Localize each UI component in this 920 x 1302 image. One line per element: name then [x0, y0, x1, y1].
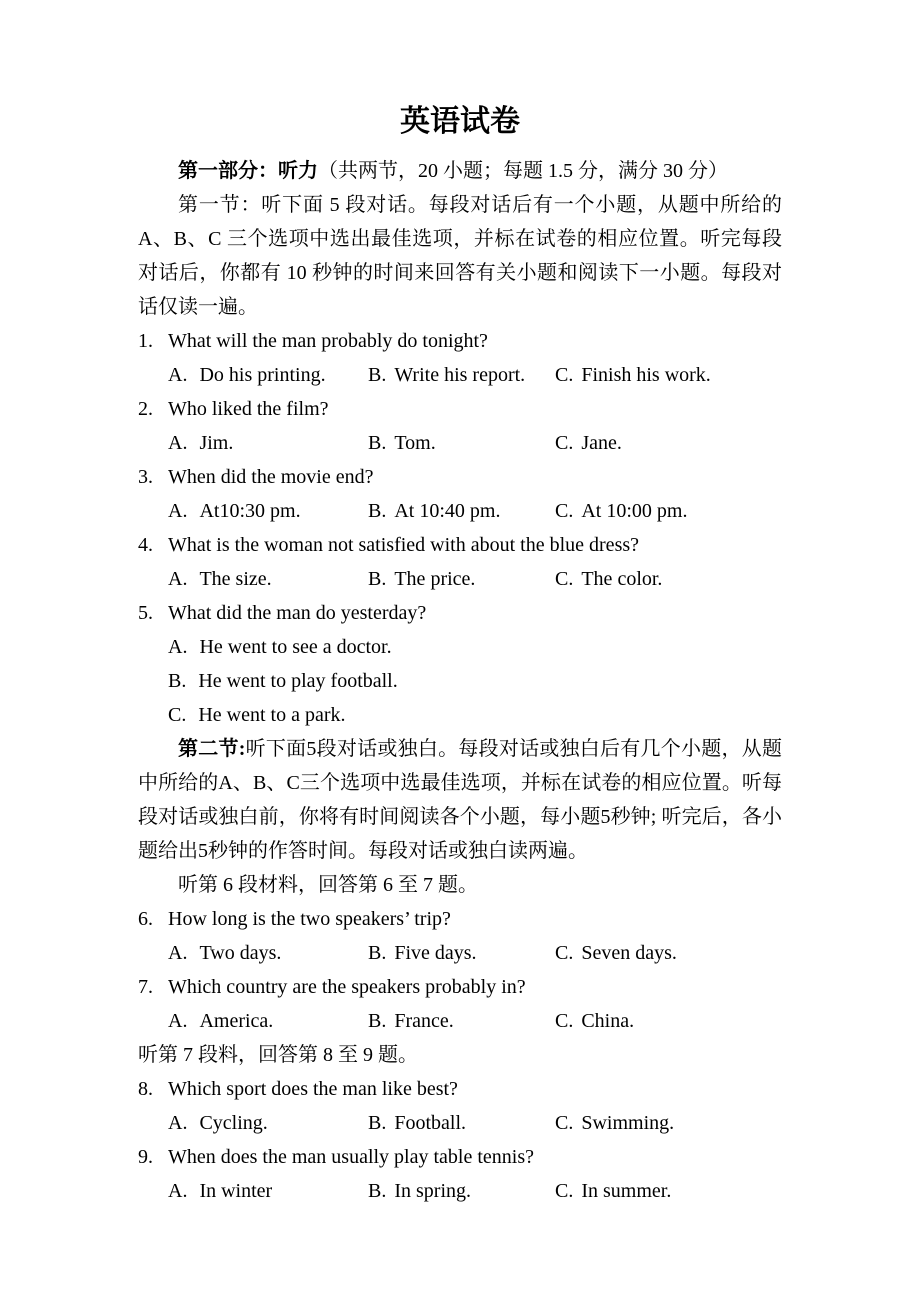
option-text: The price.	[394, 568, 476, 590]
option-text: At 10:40 pm.	[394, 500, 501, 522]
question-text: Which sport does the man like best?	[168, 1078, 458, 1100]
option-c	[555, 426, 622, 460]
options-row	[138, 494, 782, 528]
question-number: 3.	[138, 466, 153, 488]
section2-instructions	[138, 732, 782, 868]
section2-heading-rest: 听下面5段对话或独白。每段对话或独白后有几个小题，从题中所给的A、B、C三个选项中选最佳选项，并标在试卷的相应位置。听每段对话或独白前，你将有时间阅读各个小题，每小题5秒钟; 听完后，各小题给出5秒钟的作答时间。每段对话或独白读两遍。	[138, 738, 783, 862]
option-text: At 10:00 pm.	[581, 500, 688, 522]
option-label: C.	[555, 568, 574, 590]
option-a	[168, 1174, 368, 1208]
question-text: Which country are the speakers probably in?	[168, 976, 526, 998]
option-label: A.	[168, 432, 188, 454]
option-c	[555, 1106, 674, 1140]
option-c	[555, 1174, 671, 1208]
options-row	[138, 1106, 782, 1140]
question-text: What will the man probably do tonight?	[168, 330, 488, 352]
section1-instructions: 第一节：听下面 5 段对话。每段对话后有一个小题，从题中所给的 A、B、C 三个选项中选出最佳选项，并标在试卷的相应位置。听完每段对话后，你都有 10 秒钟的时间来回答有关小题和阅读下一小题。每段对话仅读一遍。	[138, 194, 782, 318]
question-number: 4.	[138, 534, 153, 556]
question-number: 9.	[138, 1146, 153, 1168]
question-line	[138, 528, 782, 562]
option-text: He went to a park.	[198, 704, 346, 726]
option-a	[168, 1106, 368, 1140]
option-label: B.	[368, 942, 387, 964]
option-text: Seven days.	[581, 942, 677, 964]
options-row	[138, 562, 782, 596]
question-number: 7.	[138, 976, 153, 998]
option-label: C.	[168, 704, 187, 726]
option-label: A.	[168, 364, 188, 386]
options-row	[138, 936, 782, 970]
option-text: Finish his work.	[581, 364, 711, 386]
option-text: In spring.	[394, 1180, 472, 1202]
option-a	[168, 1004, 368, 1038]
option-label: B.	[168, 670, 187, 692]
option-label: B.	[368, 364, 387, 386]
option-b	[368, 562, 555, 596]
question-text: What is the woman not satisfied with about the blue dress?	[168, 534, 640, 556]
option-label: A.	[168, 1112, 188, 1134]
option-label: A.	[168, 636, 188, 658]
option-text: In summer.	[581, 1180, 672, 1202]
question-line	[138, 1072, 782, 1106]
option-text: France.	[394, 1010, 454, 1032]
option-label: B.	[368, 432, 387, 454]
question-number: 8.	[138, 1078, 153, 1100]
question-4	[138, 528, 782, 596]
option-a	[168, 630, 782, 664]
option-label: A.	[168, 568, 188, 590]
options-row	[138, 1174, 782, 1208]
question-5	[138, 596, 782, 732]
part1-heading-rest: （共两节，20 小题；每题 1.5 分，满分 30 分）	[318, 160, 728, 182]
question-line	[138, 324, 782, 358]
option-b	[368, 1174, 555, 1208]
material-7-line: 听第 7 段料，回答第 8 至 9 题。	[138, 1044, 418, 1066]
option-text: He went to play football.	[198, 670, 398, 692]
option-text: The color.	[581, 568, 663, 590]
question-text: How long is the two speakers’ trip?	[168, 908, 451, 930]
option-label: B.	[368, 1010, 387, 1032]
option-label: C.	[555, 942, 574, 964]
question-line	[138, 902, 782, 936]
question-6	[138, 902, 782, 970]
option-label: A.	[168, 1010, 188, 1032]
question-1	[138, 324, 782, 392]
option-label: A.	[168, 1180, 188, 1202]
option-a	[168, 936, 368, 970]
question-8	[138, 1072, 782, 1140]
option-label: C.	[555, 500, 574, 522]
option-label: B.	[368, 1180, 387, 1202]
option-b	[168, 664, 782, 698]
option-a	[168, 494, 368, 528]
option-label: A.	[168, 500, 188, 522]
option-text: Two days.	[199, 942, 282, 964]
option-b	[368, 1106, 555, 1140]
option-text: Jim.	[199, 432, 234, 454]
option-text: America.	[199, 1010, 274, 1032]
question-7	[138, 970, 782, 1038]
question-line	[138, 596, 782, 630]
material-6-line: 听第 6 段材料，回答第 6 至 7 题。	[178, 874, 478, 896]
option-label: C.	[555, 432, 574, 454]
option-a	[168, 426, 368, 460]
section2-heading-bold: 第二节:	[178, 738, 246, 760]
option-label: A.	[168, 942, 188, 964]
question-number: 6.	[138, 908, 153, 930]
option-text: Write his report.	[394, 364, 526, 386]
question-number: 1.	[138, 330, 153, 352]
option-b	[368, 494, 555, 528]
option-label: B.	[368, 1112, 387, 1134]
option-b	[368, 1004, 555, 1038]
option-c	[168, 698, 782, 732]
option-text: Do his printing.	[199, 364, 326, 386]
option-text: Football.	[394, 1112, 467, 1134]
question-9	[138, 1140, 782, 1208]
option-label: C.	[555, 1112, 574, 1134]
question-text: When did the movie end?	[168, 466, 374, 488]
option-label: B.	[368, 500, 387, 522]
option-text: Cycling.	[199, 1112, 268, 1134]
question-line	[138, 970, 782, 1004]
option-text: Swimming.	[581, 1112, 675, 1134]
option-text: In winter	[199, 1180, 273, 1202]
question-text: What did the man do yesterday?	[168, 602, 427, 624]
part1-heading-bold: 第一部分：听力	[178, 160, 318, 182]
option-b	[368, 426, 555, 460]
option-c	[555, 494, 687, 528]
options-stack	[138, 630, 782, 732]
option-text: Jane.	[581, 432, 622, 454]
option-a	[168, 358, 368, 392]
option-b	[368, 358, 555, 392]
options-row	[138, 1004, 782, 1038]
option-label: C.	[555, 1010, 574, 1032]
question-number: 5.	[138, 602, 153, 624]
question-text: Who liked the film?	[168, 398, 329, 420]
option-a	[168, 562, 368, 596]
option-c	[555, 1004, 634, 1038]
option-b	[368, 936, 555, 970]
question-number: 2.	[138, 398, 153, 420]
option-text: Five days.	[394, 942, 477, 964]
options-row	[138, 358, 782, 392]
question-text: When does the man usually play table tennis?	[168, 1146, 535, 1168]
option-text: Tom.	[394, 432, 436, 454]
option-c	[555, 562, 662, 596]
page-title: 英语试卷	[400, 105, 520, 138]
option-c	[555, 358, 711, 392]
question-line	[138, 1140, 782, 1174]
option-label: C.	[555, 1180, 574, 1202]
option-text: The size.	[199, 568, 272, 590]
option-label: C.	[555, 364, 574, 386]
option-text: He went to see a doctor.	[199, 636, 392, 658]
question-line	[138, 460, 782, 494]
question-line	[138, 392, 782, 426]
question-3	[138, 460, 782, 528]
options-row	[138, 426, 782, 460]
option-text: China.	[581, 1010, 635, 1032]
option-c	[555, 936, 677, 970]
option-label: B.	[368, 568, 387, 590]
part1-heading	[138, 154, 782, 188]
question-2	[138, 392, 782, 460]
option-text: At10:30 pm.	[199, 500, 301, 522]
